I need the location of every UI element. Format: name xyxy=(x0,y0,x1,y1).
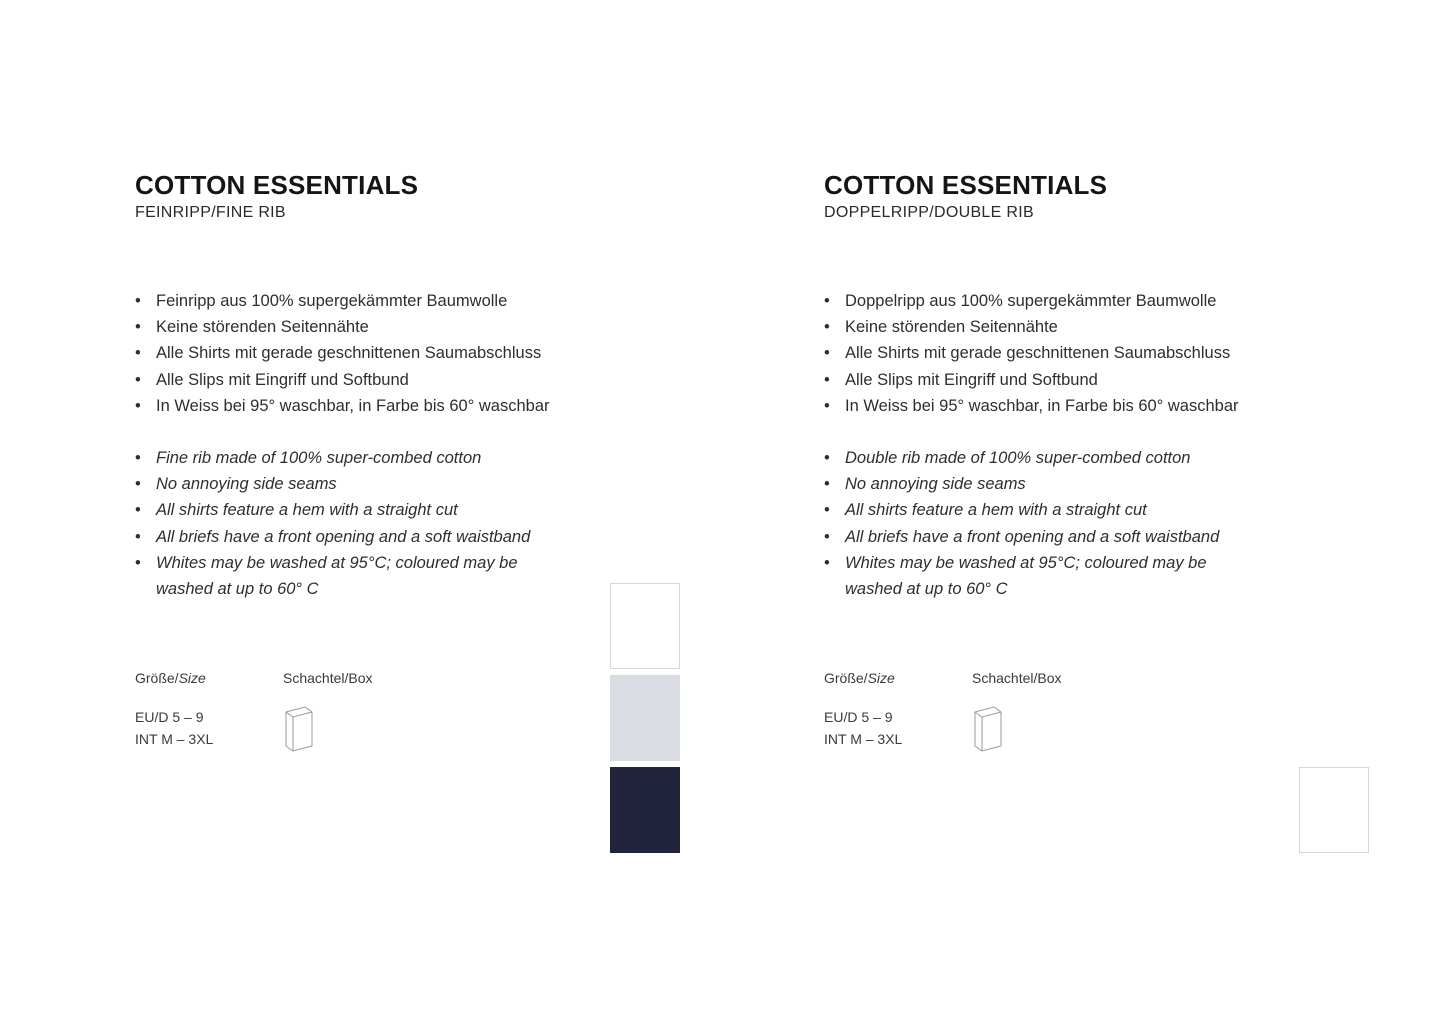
box-icon xyxy=(283,704,315,752)
bullet-icon: • xyxy=(824,449,830,468)
size-column xyxy=(824,668,902,750)
bullet-icon: • xyxy=(135,501,141,520)
bullet-icon: • xyxy=(135,292,141,310)
bullet-icon: • xyxy=(824,396,830,415)
bullet-icon: • xyxy=(135,370,141,389)
list-item: • Feinripp aus 100% supergekämmter Baumwolle xyxy=(135,288,595,314)
bullet-icon: • xyxy=(135,527,141,546)
product-title: COTTON ESSENTIALS xyxy=(824,170,1108,200)
box-column xyxy=(972,668,1062,752)
list-item: • Whites may be washed at 95°C; coloured may be washed at up to 60° C xyxy=(824,550,1265,602)
bullet-icon: • xyxy=(824,475,830,494)
list-item: • Alle Shirts mit gerade geschnittenen Saumabschluss xyxy=(135,340,595,366)
bullet-icon: • xyxy=(824,501,830,520)
bullet-icon: • xyxy=(135,475,141,494)
bullet-icon: • xyxy=(135,344,141,363)
size-eu: EU/D 5 – 9 xyxy=(824,709,893,726)
bullet-icon: • xyxy=(135,449,141,468)
box-label: Schachtel/Box xyxy=(283,670,373,687)
list-item: • Double rib made of 100% super-combed cotton xyxy=(824,445,1265,471)
list-item: • Whites may be washed at 95°C; coloured may be washed at up to 60° C xyxy=(135,550,576,602)
bullet-icon: • xyxy=(135,396,141,415)
color-swatch-white[interactable] xyxy=(610,583,680,669)
color-swatch-light-grey[interactable] xyxy=(610,675,680,761)
bullet-icon: • xyxy=(824,344,830,363)
list-item: • All shirts feature a hem with a straight cut xyxy=(135,497,576,523)
product-subtitle: FEINRIPP/FINE RIB xyxy=(135,204,286,221)
box-icon xyxy=(972,704,1004,752)
list-item: • Keine störenden Seitennähte xyxy=(135,314,595,340)
bullet-icon: • xyxy=(824,318,830,337)
product-subtitle: DOPPELRIPP/DOUBLE RIB xyxy=(824,204,1034,221)
product-title: COTTON ESSENTIALS xyxy=(135,170,419,200)
list-item: • No annoying side seams xyxy=(824,471,1265,497)
size-int: INT M – 3XL xyxy=(135,731,214,748)
list-item: • Alle Slips mit Eingriff und Softbund xyxy=(824,367,1284,393)
list-item: • Alle Shirts mit gerade geschnittenen Saumabschluss xyxy=(824,340,1284,366)
size-column xyxy=(135,668,213,750)
list-item: • Doppelripp aus 100% supergekämmter Baumwolle xyxy=(824,288,1284,314)
size-values xyxy=(824,706,902,750)
size-int: INT M – 3XL xyxy=(824,731,903,748)
color-swatch-navy[interactable] xyxy=(610,767,680,853)
product-panel-double-rib xyxy=(824,168,1284,758)
feature-list-english xyxy=(824,445,1284,602)
product-panel-fine-rib xyxy=(135,168,595,758)
bullet-icon: • xyxy=(135,318,141,337)
bullet-icon: • xyxy=(824,553,830,572)
size-eu: EU/D 5 – 9 xyxy=(135,709,204,726)
list-item: • All briefs have a front opening and a soft waistband xyxy=(135,524,576,550)
list-item: • In Weiss bei 95° waschbar, in Farbe bis 60° waschbar xyxy=(135,393,595,419)
bullet-icon: • xyxy=(824,370,830,389)
list-item: • All briefs have a front opening and a soft waistband xyxy=(824,524,1265,550)
bullet-icon: • xyxy=(824,527,830,546)
feature-list-german xyxy=(135,288,595,419)
spec-block xyxy=(824,668,1284,758)
bullet-icon: • xyxy=(824,292,830,310)
feature-list-english xyxy=(135,445,595,602)
size-values xyxy=(135,706,213,750)
feature-list-german xyxy=(824,288,1284,419)
box-label: Schachtel/Box xyxy=(972,670,1062,687)
box-column xyxy=(283,668,373,752)
list-item: • No annoying side seams xyxy=(135,471,576,497)
color-swatch-white[interactable] xyxy=(1299,767,1369,853)
spec-block xyxy=(135,668,595,758)
size-label: Größe/Size xyxy=(824,670,895,687)
list-item: • Fine rib made of 100% super-combed cotton xyxy=(135,445,576,471)
list-item: • Alle Slips mit Eingriff und Softbund xyxy=(135,367,595,393)
list-item: • All shirts feature a hem with a straight cut xyxy=(824,497,1265,523)
list-item: • Keine störenden Seitennähte xyxy=(824,314,1284,340)
size-label: Größe/Size xyxy=(135,670,206,687)
bullet-icon: • xyxy=(135,553,141,572)
list-item: • In Weiss bei 95° waschbar, in Farbe bis 60° waschbar xyxy=(824,393,1284,419)
